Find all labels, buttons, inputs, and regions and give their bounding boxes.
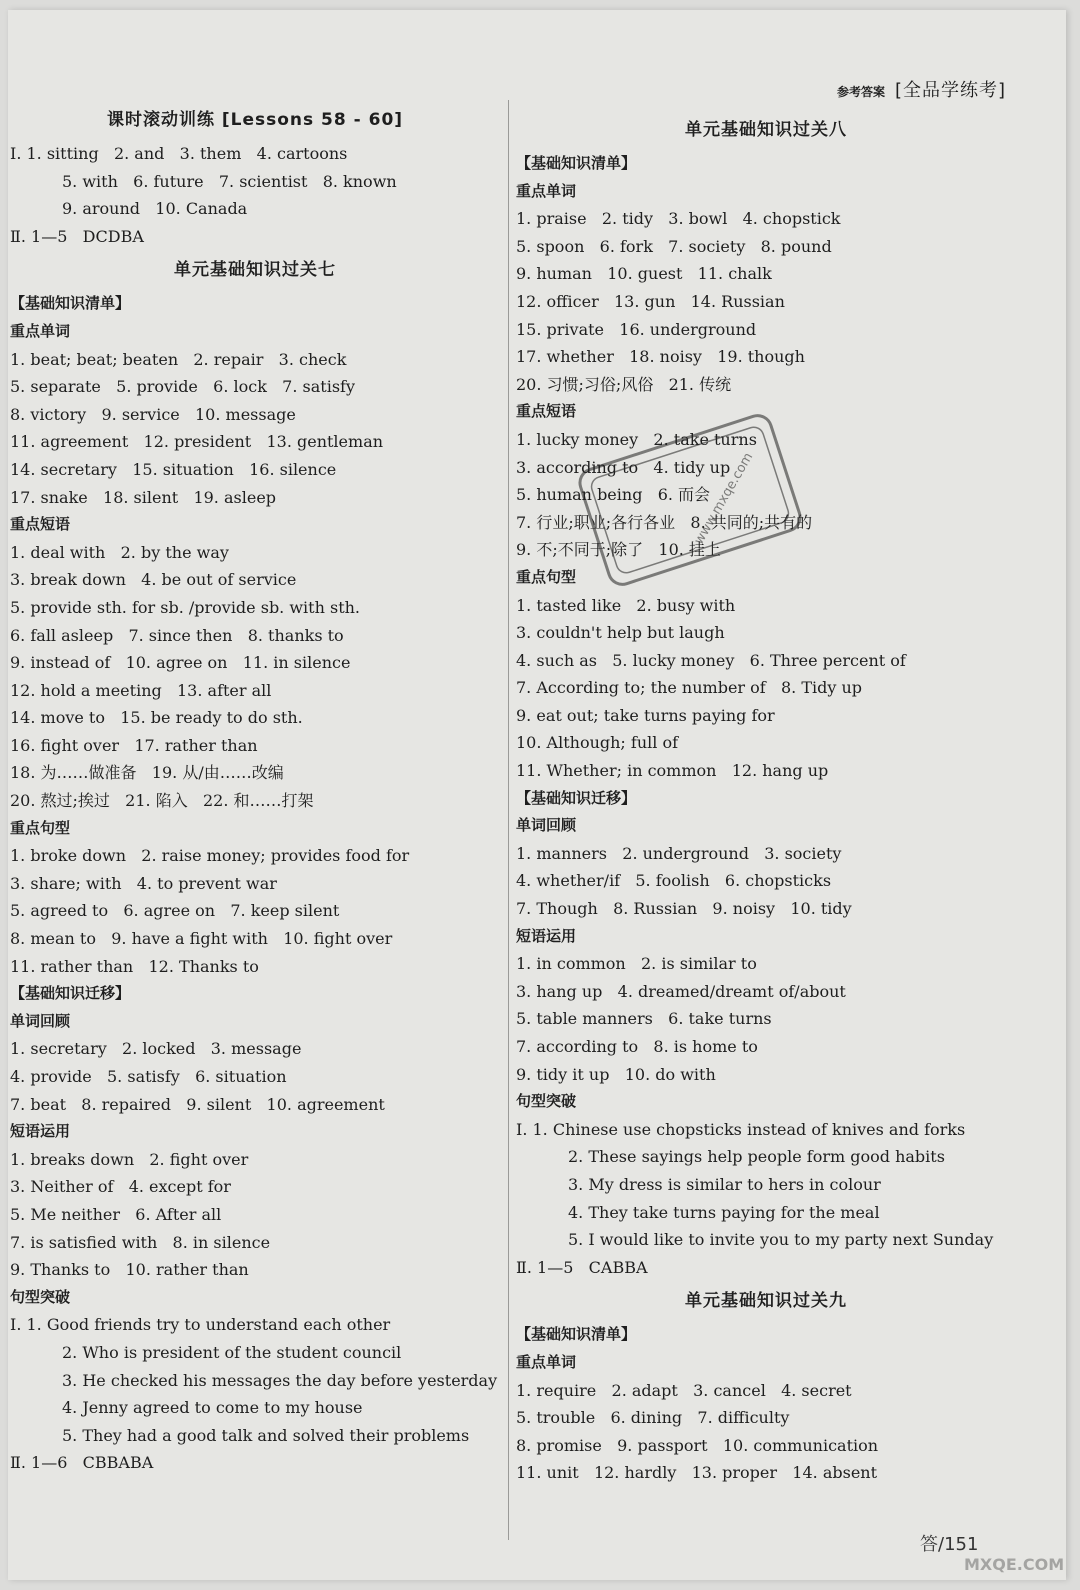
answer-line: 1. secretary 2. locked 3. message bbox=[10, 1039, 302, 1059]
answer-line: 11. agreement 12. president 13. gentleman bbox=[10, 432, 384, 452]
answer-line: 4. They take turns paying for the meal bbox=[568, 1202, 880, 1222]
stamp-watermark bbox=[560, 400, 820, 600]
answer-line: 7. Though 8. Russian 9. noisy 10. tidy bbox=[516, 899, 852, 919]
answer-line: Ⅰ. 1. sitting 2. and 3. them 4. cartoons bbox=[10, 144, 348, 163]
header-brand: [全品学练考] bbox=[894, 80, 1006, 101]
subsection-heading: 重点句型 bbox=[516, 567, 577, 586]
answer-line: 9. Thanks to 10. rather than bbox=[10, 1260, 249, 1280]
watermark-text: MXQE.COM bbox=[964, 1555, 1065, 1574]
answer-line: 12. officer 13. gun 14. Russian bbox=[516, 291, 785, 311]
subsection-heading: 短语运用 bbox=[10, 1122, 71, 1141]
answer-line: 5. provide sth. for sb. /provide sb. with sth. bbox=[10, 597, 361, 617]
answer-line: 20. 习惯;习俗;风俗 21. 传统 bbox=[516, 374, 732, 394]
answer-line: 8. promise 9. passport 10. communication bbox=[516, 1435, 879, 1455]
answer-line: 17. snake 18. silent 19. asleep bbox=[10, 487, 277, 507]
answer-line: 11. rather than 12. Thanks to bbox=[10, 956, 259, 976]
subsection-heading: 重点短语 bbox=[10, 515, 71, 534]
page-number: 答/151 bbox=[920, 1534, 979, 1555]
answer-line: 18. 为……做准备 19. 从/由……改编 bbox=[10, 763, 284, 783]
answer-line: 1. beat; beat; beaten 2. repair 3. check bbox=[10, 349, 347, 369]
answer-line: 6. fall asleep 7. since then 8. thanks to bbox=[10, 625, 344, 645]
subsection-heading: 短语运用 bbox=[516, 926, 577, 945]
answer-line: 20. 熬过;挨过 21. 陷入 22. 和……打架 bbox=[10, 791, 314, 811]
answer-line: 3. share; with 4. to prevent war bbox=[10, 873, 277, 893]
answer-line: 1. in common 2. is similar to bbox=[516, 954, 757, 974]
answer-line: 3. couldn't help but laugh bbox=[516, 623, 725, 643]
answer-line: 5. agreed to 6. agree on 7. keep silent bbox=[10, 901, 340, 921]
subsection-heading: 重点单词 bbox=[516, 1352, 577, 1371]
section-bracket-heading: 【基础知识清单】 bbox=[516, 1325, 637, 1344]
answer-line: 5. table manners 6. take turns bbox=[516, 1009, 772, 1029]
answer-line: 7. According to; the number of 8. Tidy up bbox=[516, 678, 863, 698]
answer-line: 1. lucky money 2. take turns bbox=[516, 429, 757, 449]
answer-line: 8. victory 9. service 10. message bbox=[10, 404, 296, 424]
answer-line: Ⅱ. 1—5 CABBA bbox=[516, 1257, 648, 1277]
section-bracket-heading: 【基础知识清单】 bbox=[10, 294, 131, 313]
answer-line: 9. around 10. Canada bbox=[62, 199, 248, 219]
section-bracket-heading: 【基础知识迁移】 bbox=[10, 984, 131, 1003]
section-title: 课时滚动训练 [Lessons 58 - 60] bbox=[106, 110, 404, 130]
answer-line: 9. tidy it up 10. do with bbox=[516, 1064, 716, 1084]
section-title: 单元基础知识过关九 bbox=[685, 1291, 847, 1312]
answer-line: 5. separate 5. provide 6. lock 7. satisfy bbox=[10, 377, 355, 397]
answer-line: 1. praise 2. tidy 3. bowl 4. chopstick bbox=[516, 209, 841, 229]
answer-line: 7. 行业;职业;各行各业 8. 共同的;共有的 bbox=[516, 512, 813, 532]
answer-line: 3. Neither of 4. except for bbox=[10, 1177, 231, 1197]
answer-line: 5. Me neither 6. After all bbox=[10, 1204, 222, 1224]
answer-line: 5. spoon 6. fork 7. society 8. pound bbox=[516, 236, 832, 256]
left-column bbox=[10, 100, 500, 1477]
header-label: 参考答案 bbox=[836, 85, 885, 99]
answer-line: 1. require 2. adapt 3. cancel 4. secret bbox=[516, 1380, 852, 1400]
answer-line: 16. fight over 17. rather than bbox=[10, 735, 258, 755]
answer-line: 15. private 16. underground bbox=[516, 319, 757, 339]
section-title: 单元基础知识过关七 bbox=[174, 260, 336, 281]
answer-line: 1. breaks down 2. fight over bbox=[10, 1149, 249, 1169]
answer-line: 3. He checked his messages the day before yesterday bbox=[62, 1370, 498, 1390]
answer-line: Ⅰ. 1. Chinese use chopsticks instead of knives and forks bbox=[516, 1119, 966, 1139]
right-column bbox=[516, 110, 1016, 1487]
answer-line: 5. with 6. future 7. scientist 8. known bbox=[62, 171, 397, 191]
answer-line: 4. provide 5. satisfy 6. situation bbox=[10, 1067, 287, 1086]
answer-line: 5. They had a good talk and solved their problems bbox=[62, 1425, 470, 1445]
answer-line: 1. deal with 2. by the way bbox=[10, 542, 229, 562]
answer-line: 9. instead of 10. agree on 11. in silence bbox=[10, 653, 351, 673]
answer-line: Ⅰ. 1. Good friends try to understand each other bbox=[10, 1315, 391, 1335]
answer-line: 5. I would like to invite you to my party next Sunday bbox=[568, 1230, 994, 1250]
answer-line: 7. is satisfied with 8. in silence bbox=[10, 1232, 271, 1252]
subsection-heading: 句型突破 bbox=[516, 1092, 577, 1111]
stamp-text: www.mxqe.com bbox=[691, 450, 757, 548]
answer-line: 8. mean to 9. have a fight with 10. fight over bbox=[10, 929, 393, 949]
section-title: 单元基础知识过关八 bbox=[685, 120, 847, 140]
answer-line: 12. hold a meeting 13. after all bbox=[10, 680, 272, 700]
subsection-heading: 重点单词 bbox=[10, 321, 71, 340]
answer-line: 9. eat out; take turns paying for bbox=[516, 705, 775, 725]
subsection-heading: 重点单词 bbox=[516, 181, 577, 200]
subsection-heading: 单词回顾 bbox=[10, 1011, 71, 1030]
answer-line: 11. unit 12. hardly 13. proper 14. absent bbox=[516, 1463, 878, 1483]
subsection-heading: 重点句型 bbox=[10, 818, 71, 837]
answer-line: Ⅱ. 1—6 CBBABA bbox=[10, 1453, 154, 1473]
answer-line: 9. human 10. guest 11. chalk bbox=[516, 264, 772, 284]
answer-line: 3. hang up 4. dreamed/dreamt of/about bbox=[516, 981, 846, 1001]
answer-line: 14. secretary 15. situation 16. silence bbox=[10, 459, 337, 479]
section-bracket-heading: 【基础知识迁移】 bbox=[516, 788, 637, 807]
answer-line: 3. My dress is similar to hers in colour bbox=[568, 1174, 881, 1194]
answer-line: 4. such as 5. lucky money 6. Three percent of bbox=[516, 650, 906, 670]
answer-line: 11. Whether; in common 12. hang up bbox=[516, 761, 829, 781]
answer-line: 2. Who is president of the student council bbox=[62, 1342, 402, 1362]
answer-line: 4. Jenny agreed to come to my house bbox=[62, 1398, 363, 1418]
section-bracket-heading: 【基础知识清单】 bbox=[516, 154, 637, 172]
answer-line: 7. according to 8. is home to bbox=[516, 1037, 758, 1056]
answer-line: 1. tasted like 2. busy with bbox=[516, 595, 736, 615]
subsection-heading: 句型突破 bbox=[10, 1287, 71, 1306]
answer-line: 9. 不;不同于;除了 10. 挂上 bbox=[516, 540, 721, 560]
answer-line: 3. break down 4. be out of service bbox=[10, 570, 297, 590]
answer-line: 1. manners 2. underground 3. society bbox=[516, 843, 842, 863]
answer-line: 3. according to 4. tidy up bbox=[516, 457, 731, 477]
answer-line: Ⅱ. 1—5 DCDBA bbox=[10, 226, 144, 246]
answer-line: 5. human being 6. 而会 bbox=[516, 485, 711, 505]
column-divider bbox=[508, 100, 509, 1540]
answer-line: 14. move to 15. be ready to do sth. bbox=[10, 708, 303, 728]
answer-line: 17. whether 18. noisy 19. though bbox=[516, 347, 805, 367]
subsection-heading: 重点短语 bbox=[516, 402, 577, 421]
answer-line: 10. Although; full of bbox=[516, 733, 678, 753]
answer-line: 5. trouble 6. dining 7. difficulty bbox=[516, 1408, 790, 1428]
page-header bbox=[837, 76, 1006, 102]
answer-line: 7. beat 8. repaired 9. silent 10. agreement bbox=[10, 1094, 385, 1114]
answer-line: 2. These sayings help people form good habits bbox=[568, 1147, 945, 1167]
answer-line: 1. broke down 2. raise money; provides food for bbox=[10, 846, 410, 866]
subsection-heading: 单词回顾 bbox=[516, 816, 577, 835]
answer-line: 4. whether/if 5. foolish 6. chopsticks bbox=[516, 871, 832, 891]
